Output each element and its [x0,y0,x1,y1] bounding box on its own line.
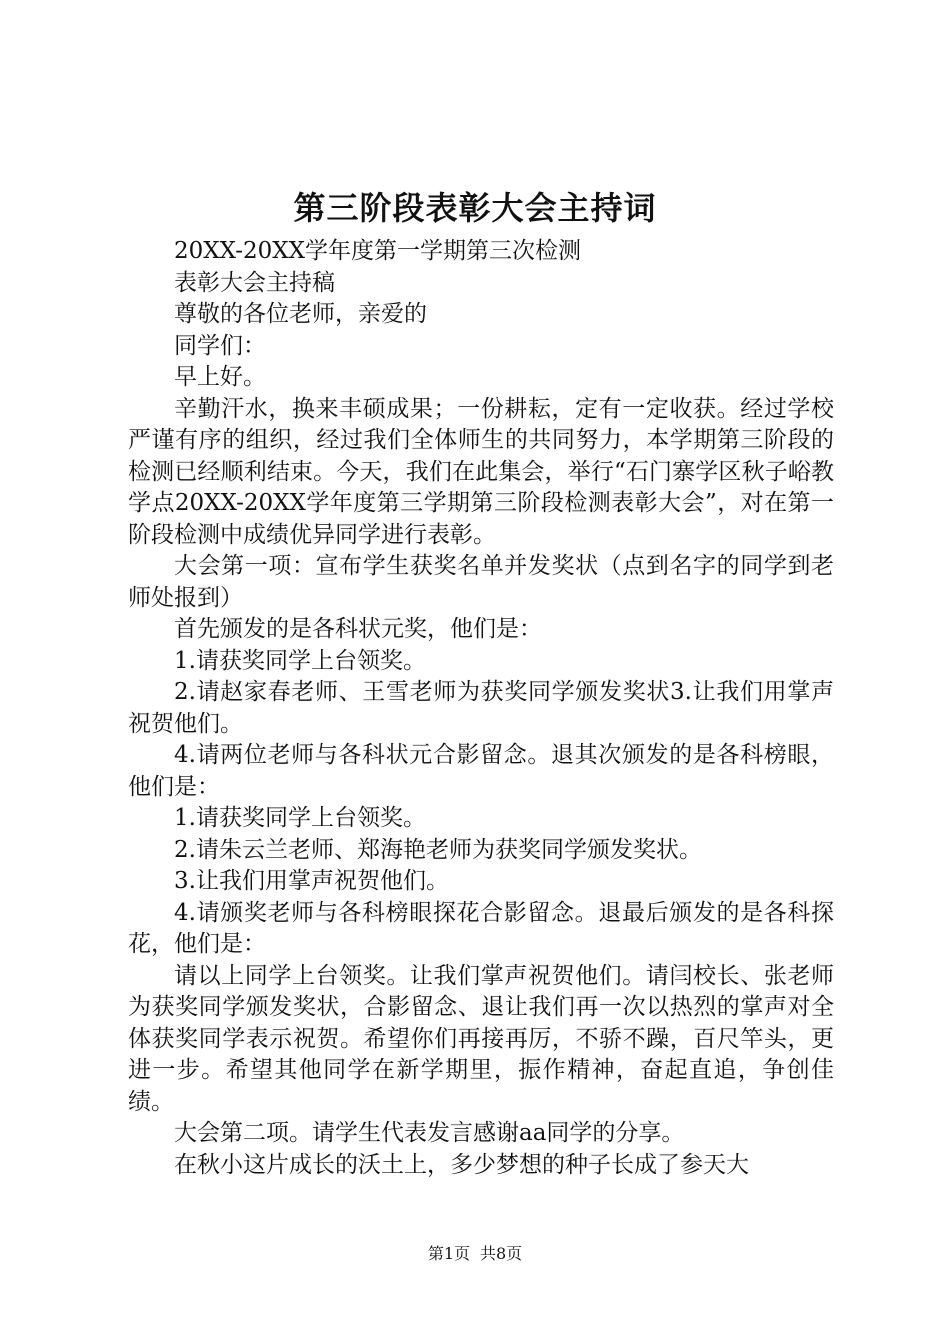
paragraph: 早上好。 [174,364,266,390]
paragraph: 2.请朱云兰老师、郑海艳老师为获奖同学颁发奖状。 [174,836,702,863]
paragraph: 20XX-20XX学年度第一学期第三次检测 [174,238,581,264]
paragraph: 辛勤汗水，换来丰硕成果；一份耕耘，定有一定收获。经过学校严谨有序的组织，经过我们全体师生的共同努力，本学期第三阶段的检测已经顺利结束。今天，我们在此集会，举行“石门寨学区秋子峪教学点20XX-20XX学年度第三学期第三阶段检测表彰大会”，对在第一阶段检测中成绩优异同学进行表彰。 [128,395,834,548]
paragraph: 大会第一项：宣布学生获奖名单并发奖状（点到名字的同学到老师处报到） [128,553,834,611]
paragraph: 2.请赵家春老师、王雪老师为获奖同学颁发奖状3.让我们用掌声祝贺他们。 [128,679,834,737]
page-number: 第1页 [427,1244,470,1263]
paragraph: 请以上同学上台领奖。让我们掌声祝贺他们。请闫校长、张老师为获奖同学颁发奖状，合影留念、退让我们再一次以热烈的掌声对全体获奖同学表示祝贺。希望你们再接再厉，不骄不躁，百尺竿头，更进一步。希望其他同学在新学期里，振作精神，奋起直追，争创佳绩。 [128,962,834,1115]
document-title: 第三阶段表彰大会主持词 [293,189,657,227]
paragraph: 尊敬的各位老师，亲爱的 [174,301,427,327]
document-body [128,236,834,1181]
paragraph: 3.让我们用掌声祝贺他们。 [174,868,449,894]
paragraph: 在秋小这片成长的沃土上，多少梦想的种子长成了参天大 [174,1151,749,1178]
paragraph: 4.请两位老师与各科状元合影留念。退其次颁发的是各科榜眼，他们是： [128,742,834,800]
paragraph: 1.请获奖同学上台领奖。 [174,647,426,674]
page-count: 共8页 [480,1244,523,1263]
paragraph: 首先颁发的是各科状元奖，他们是： [174,616,542,642]
paragraph: 4.请颁奖老师与各科榜眼探花合影留念。退最后颁发的是各科探花，他们是： [128,899,834,957]
paragraph: 大会第二项。请学生代表发言感谢aa同学的分享。 [174,1120,685,1146]
paragraph: 表彰大会主持稿 [174,269,335,296]
page-footer [0,1242,950,1266]
paragraph: 1.请获奖同学上台领奖。 [174,805,426,831]
paragraph: 同学们： [174,332,266,359]
